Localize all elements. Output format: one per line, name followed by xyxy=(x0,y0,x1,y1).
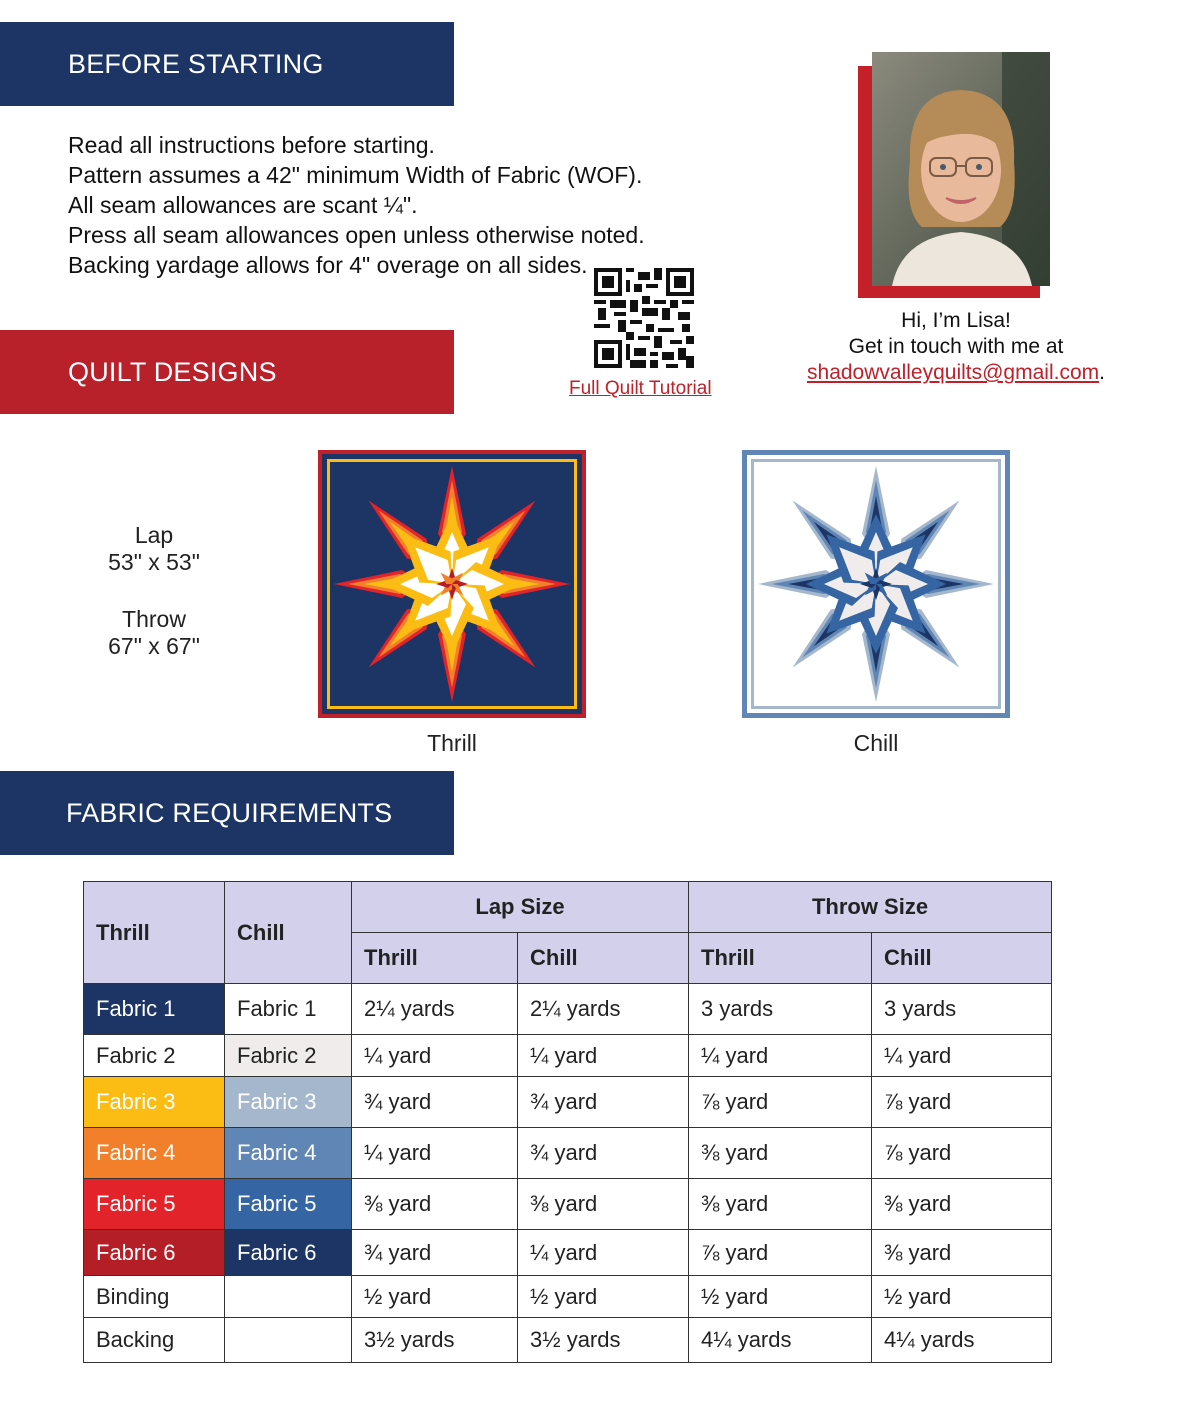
table-row xyxy=(84,1128,1052,1179)
contact-prompt: Get in touch with me at xyxy=(848,335,1064,358)
lap-size-name: Lap xyxy=(134,522,174,548)
thrill-fabric-cell: Binding xyxy=(84,1276,225,1318)
header-lap-size: Lap Size xyxy=(352,882,689,933)
thrill-fabric-cell: Fabric 6 xyxy=(84,1230,225,1276)
throw-thrill-amount-cell: 4¼ yards xyxy=(689,1318,872,1363)
fabric-requirements-heading: FABRIC REQUIREMENTS xyxy=(66,797,393,828)
header-lap-chill: Chill xyxy=(518,933,689,984)
throw-chill-amount-cell: ½ yard xyxy=(872,1276,1052,1318)
chill-fabric-cell: Fabric 2 xyxy=(225,1035,352,1077)
throw-thrill-amount-cell: ½ yard xyxy=(689,1276,872,1318)
thrill-quilt-image xyxy=(318,450,586,718)
table-row xyxy=(84,1179,1052,1230)
thrill-fabric-cell: Backing xyxy=(84,1318,225,1363)
throw-thrill-amount-cell: ⅞ yard xyxy=(689,1230,872,1276)
lap-thrill-amount-cell: ½ yard xyxy=(352,1276,518,1318)
lap-thrill-amount-cell: 3½ yards xyxy=(352,1318,518,1363)
lap-thrill-amount-cell: ¼ yard xyxy=(352,1128,518,1179)
chill-fabric-cell xyxy=(225,1276,352,1318)
lap-chill-amount-cell: ¼ yard xyxy=(518,1035,689,1077)
thrill-fabric-cell: Fabric 5 xyxy=(84,1179,225,1230)
throw-chill-amount-cell: ⅞ yard xyxy=(872,1077,1052,1128)
email-period: . xyxy=(1099,361,1105,384)
throw-thrill-amount-cell: ⅜ yard xyxy=(689,1128,872,1179)
lap-thrill-amount-cell: ¾ yard xyxy=(352,1230,518,1276)
lap-thrill-amount-cell: 2¼ yards xyxy=(352,984,518,1035)
header-throw-thrill: Thrill xyxy=(689,933,872,984)
chill-fabric-cell: Fabric 6 xyxy=(225,1230,352,1276)
header-thrill: Thrill xyxy=(84,882,225,984)
lap-chill-amount-cell: 2¼ yards xyxy=(518,984,689,1035)
contact-greeting: Hi, I’m Lisa! xyxy=(901,309,1011,332)
chill-fabric-cell xyxy=(225,1318,352,1363)
lap-chill-amount-cell: ¼ yard xyxy=(518,1230,689,1276)
table-row xyxy=(84,984,1052,1035)
thrill-fabric-cell: Fabric 4 xyxy=(84,1128,225,1179)
throw-chill-amount-cell: ⅜ yard xyxy=(872,1230,1052,1276)
header-chill: Chill xyxy=(225,882,352,984)
fabric-requirements-banner xyxy=(0,771,454,855)
chill-quilt-label: Chill xyxy=(853,730,899,756)
lap-thrill-amount-cell: ⅜ yard xyxy=(352,1179,518,1230)
throw-thrill-amount-cell: 3 yards xyxy=(689,984,872,1035)
email-link[interactable]: shadowvalleyquilts@gmail.com xyxy=(807,361,1100,384)
throw-size-name: Throw xyxy=(122,606,186,632)
throw-chill-amount-cell: 4¼ yards xyxy=(872,1318,1052,1363)
table-row xyxy=(84,1276,1052,1318)
throw-chill-amount-cell: 3 yards xyxy=(872,984,1052,1035)
fabric-requirements-table xyxy=(83,881,1052,1363)
chill-quilt-image xyxy=(742,450,1010,718)
header-throw-size: Throw Size xyxy=(689,882,1052,933)
chill-fabric-cell: Fabric 3 xyxy=(225,1077,352,1128)
thrill-fabric-cell: Fabric 3 xyxy=(84,1077,225,1128)
lap-thrill-amount-cell: ¾ yard xyxy=(352,1077,518,1128)
instruction-line: Read all instructions before starting. xyxy=(68,132,435,158)
table-row xyxy=(84,1230,1052,1276)
quilt-sizes xyxy=(94,522,214,660)
table-row xyxy=(84,1077,1052,1128)
instructions-list xyxy=(68,130,645,280)
table-row xyxy=(84,1318,1052,1363)
table-row xyxy=(84,1035,1052,1077)
before-starting-banner xyxy=(0,22,454,106)
lap-thrill-amount-cell: ¼ yard xyxy=(352,1035,518,1077)
chill-fabric-cell: Fabric 5 xyxy=(225,1179,352,1230)
header-lap-thrill: Thrill xyxy=(352,933,518,984)
qr-code-icon[interactable] xyxy=(594,268,694,368)
chill-fabric-cell: Fabric 4 xyxy=(225,1128,352,1179)
instruction-line: Press all seam allowances open unless otherwise noted. xyxy=(68,222,645,248)
contact-block xyxy=(806,308,1106,386)
profile-photo xyxy=(872,52,1050,286)
thrill-quilt-label: Thrill xyxy=(427,730,477,756)
lap-chill-amount-cell: ¾ yard xyxy=(518,1128,689,1179)
thrill-fabric-cell: Fabric 1 xyxy=(84,984,225,1035)
header-throw-chill: Chill xyxy=(872,933,1052,984)
fabric-rows xyxy=(84,984,1052,1363)
chill-fabric-cell: Fabric 1 xyxy=(225,984,352,1035)
lap-chill-amount-cell: ½ yard xyxy=(518,1276,689,1318)
lap-size-dims: 53" x 53" xyxy=(108,549,200,575)
lap-chill-amount-cell: ¾ yard xyxy=(518,1077,689,1128)
instruction-line: Pattern assumes a 42" minimum Width of Fabric (WOF). xyxy=(68,162,643,188)
throw-size-dims: 67" x 67" xyxy=(108,633,200,659)
throw-thrill-amount-cell: ¼ yard xyxy=(689,1035,872,1077)
throw-thrill-amount-cell: ⅞ yard xyxy=(689,1077,872,1128)
instruction-line: All seam allowances are scant ¼". xyxy=(68,192,418,218)
throw-chill-amount-cell: ¼ yard xyxy=(872,1035,1052,1077)
throw-chill-amount-cell: ⅞ yard xyxy=(872,1128,1052,1179)
quilt-designs-banner xyxy=(0,330,454,414)
throw-thrill-amount-cell: ⅜ yard xyxy=(689,1179,872,1230)
throw-chill-amount-cell: ⅜ yard xyxy=(872,1179,1052,1230)
lap-chill-amount-cell: 3½ yards xyxy=(518,1318,689,1363)
contact-email-line xyxy=(806,360,1106,386)
full-quilt-tutorial-link[interactable]: Full Quilt Tutorial xyxy=(569,378,712,399)
quilt-designs-heading: QUILT DESIGNS xyxy=(68,356,277,387)
instruction-line: Backing yardage allows for 4" overage on all sides. xyxy=(68,252,588,278)
before-starting-heading: BEFORE STARTING xyxy=(68,48,324,79)
lap-chill-amount-cell: ⅜ yard xyxy=(518,1179,689,1230)
thrill-fabric-cell: Fabric 2 xyxy=(84,1035,225,1077)
